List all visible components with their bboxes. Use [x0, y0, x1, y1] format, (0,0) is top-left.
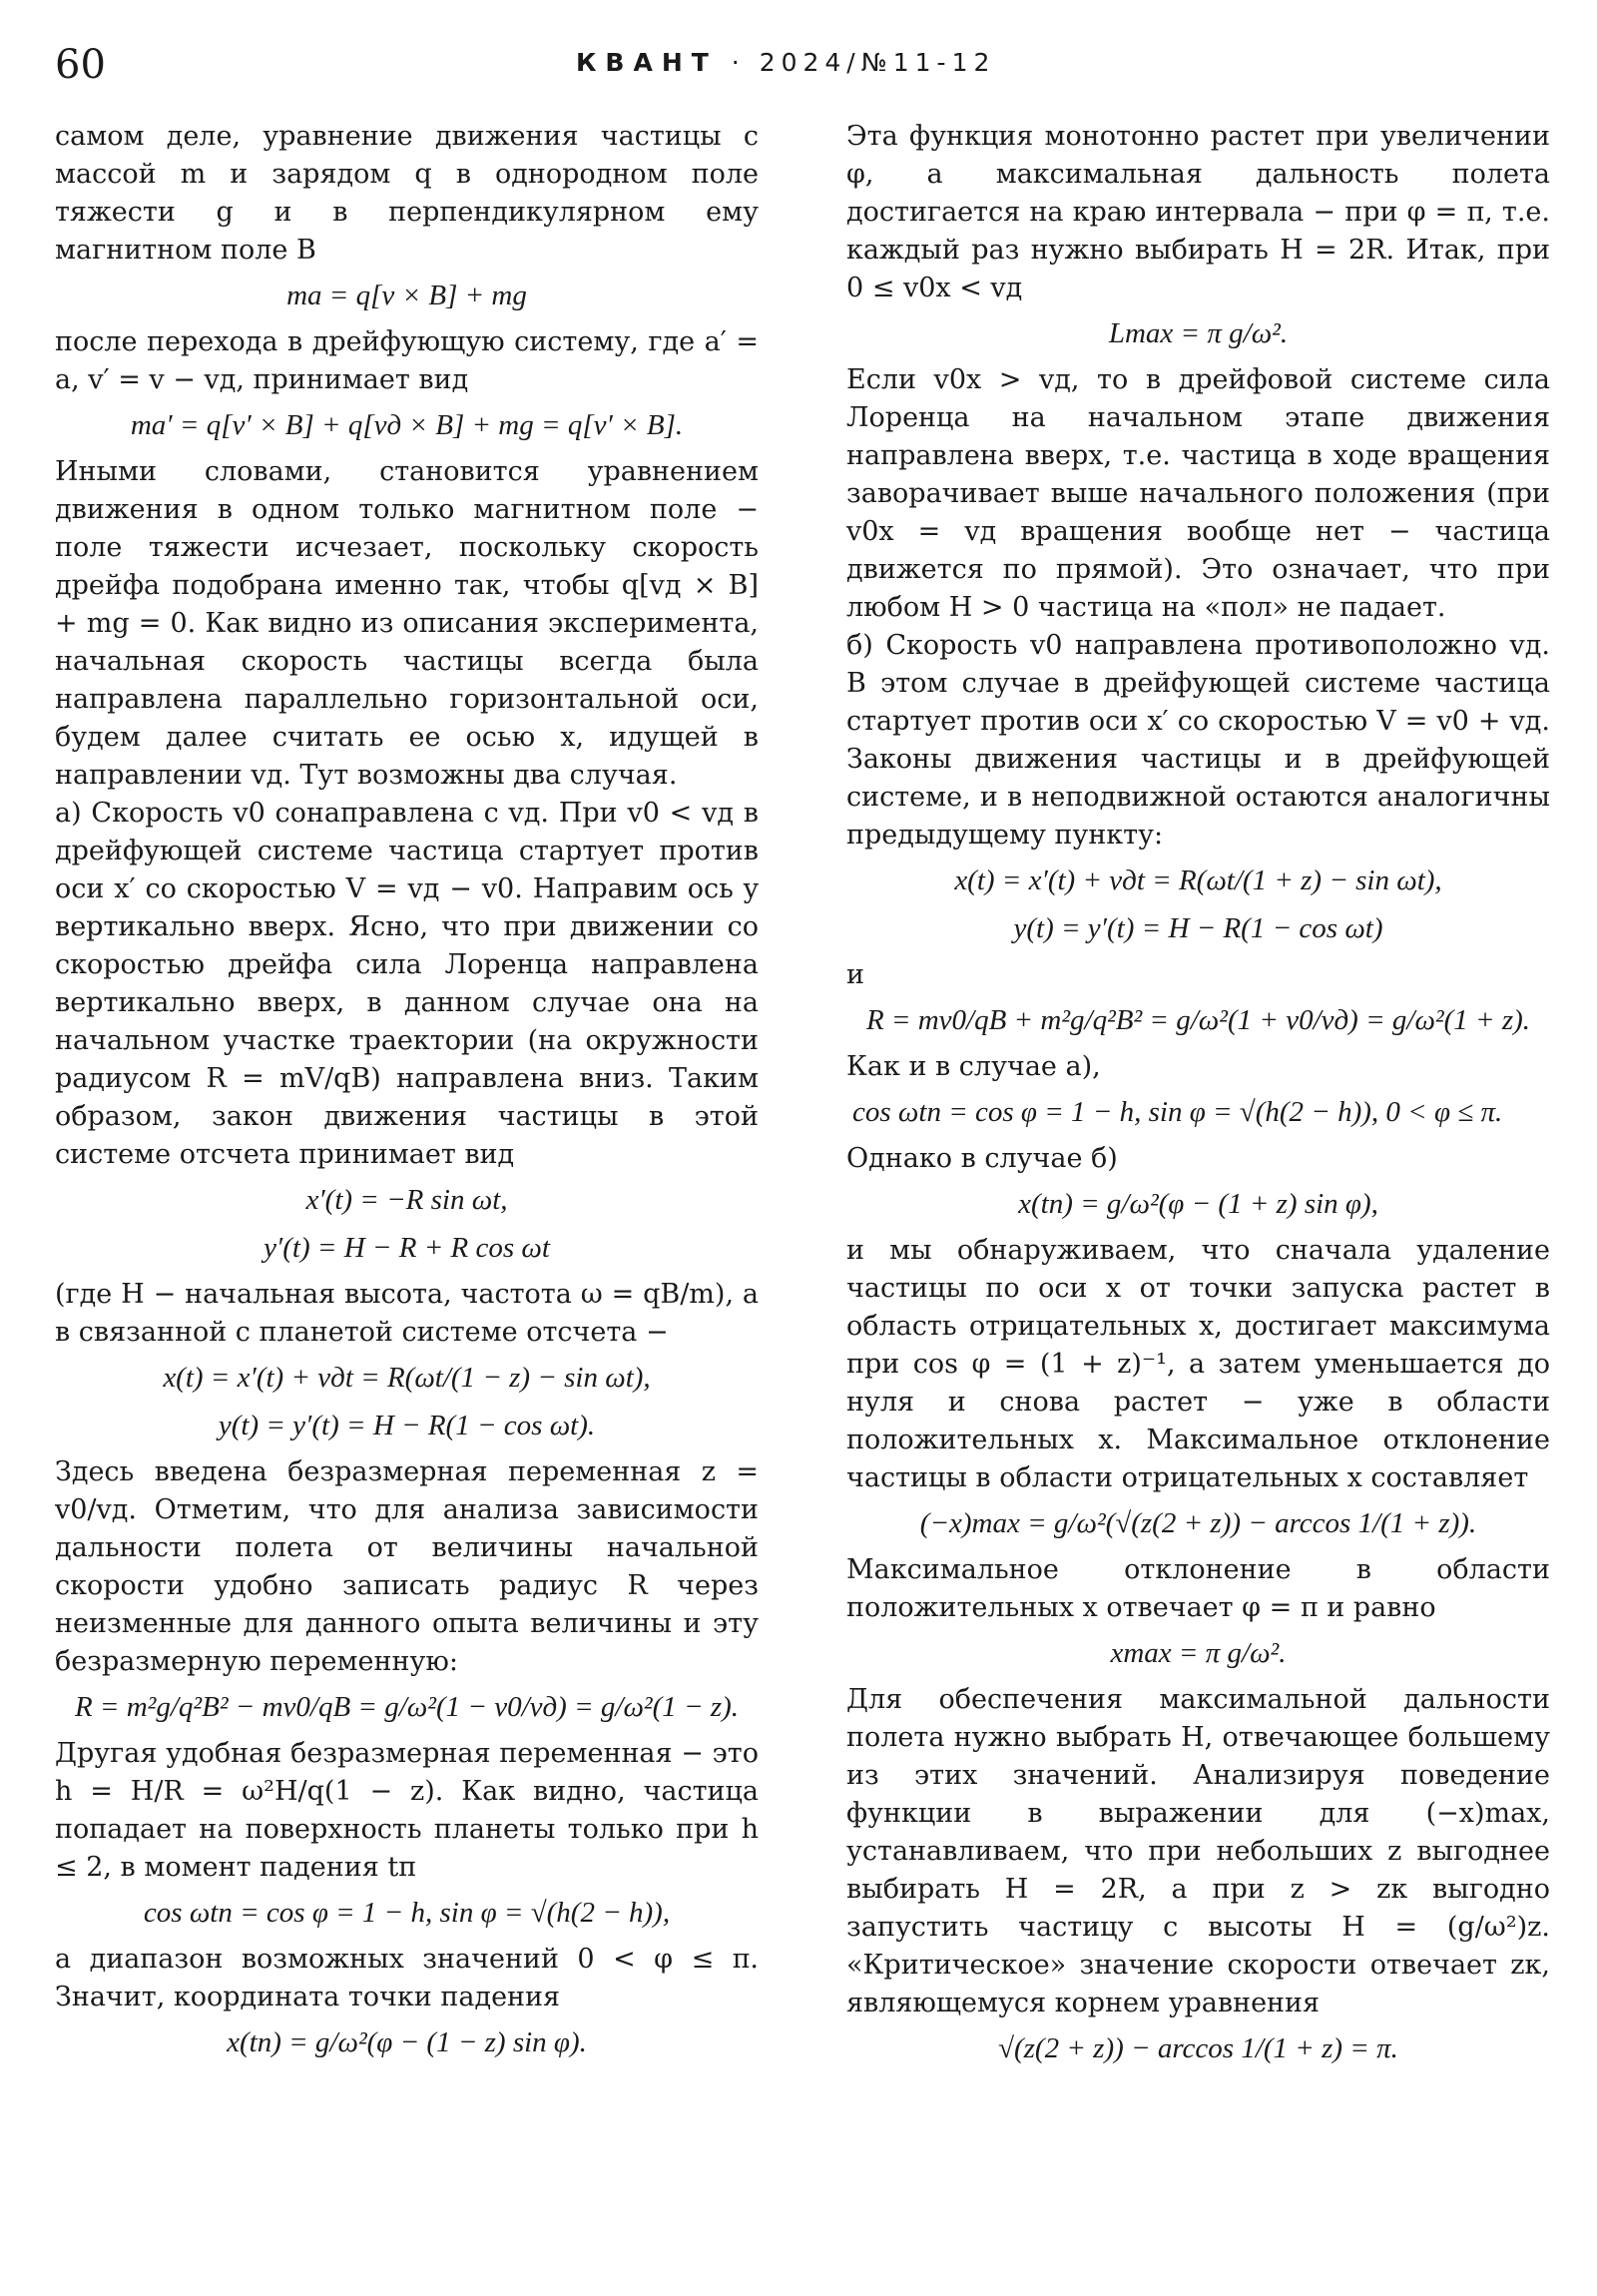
- paragraph: Другая удобная безразмерная переменная − это h = H/R = ω²H/q(1 − z). Как видно, частица попадает на поверхность планеты только при h ≤ 2, в момент падения tп: [55, 1738, 759, 1883]
- equation: x(tп) = g/ω²(φ − (1 − z) sin φ).: [227, 2026, 587, 2058]
- issue-number: 2024/№11-12: [759, 48, 996, 77]
- journal-title: КВАНТ: [576, 48, 718, 77]
- equation: x(tп) = g/ω²(φ − (1 + z) sin φ),: [1018, 1188, 1378, 1220]
- paragraph: б) Скорость v0 направлена противоположно vд. В этом случае в дрейфующей системе частица стартует против оси x′ со скоростью V = v0 + vд. Законы движения частицы и в дрейфующей системе, и в неподвижной остаются аналогичны предыдущему пункту:: [846, 630, 1550, 851]
- left-column: [55, 118, 759, 2070]
- paragraph: Если v0x > vд, то в дрейфовой системе сила Лоренца на начальном этапе движения направлена вверх, т.е. частица в ходе вращения заворачивает выше начального положения (при v0x = vд вращения вообще нет − частица движется по прямой). Это означает, что при любом H > 0 частица на «пол» не падает.: [846, 364, 1550, 623]
- paragraph: Как и в случае а),: [846, 1051, 1101, 1082]
- equation: ma = q[v × B] + mg: [286, 280, 527, 311]
- head-separator: ·: [731, 48, 746, 77]
- paragraph: Максимальное отклонение в области положительных x отвечает φ = π и равно: [846, 1554, 1550, 1623]
- equation: R = mv0/qB + m²g/q²B² = g/ω²(1 + v0/vд) = g/ω²(1 + z).: [865, 1004, 1531, 1036]
- equation: √(z(2 + z)) − arccos 1/(1 + z) = π.: [998, 2032, 1398, 2064]
- equation: x(t) = x′(t) + vдt = R(ωt/(1 − z) − sin ωt),: [163, 1362, 651, 1394]
- equation: cos ωtп = cos φ = 1 − h, sin φ = √(h(2 − h)), 0 < φ ≤ π.: [852, 1096, 1503, 1128]
- paragraph: и мы обнаруживаем, что сначала удаление частицы по оси x от точки запуска растет в область отрицательных x, достигает максимума при cos φ = (1 + z)⁻¹, а затем уменьшается до нуля и снова растет − уже в области положительных x. Максимальное отклонение частицы в области отрицательных x составляет: [846, 1235, 1550, 1493]
- page-number: 60: [55, 42, 106, 88]
- equation: y(t) = y′(t) = H − R(1 − cos ωt).: [218, 1410, 596, 1441]
- paragraph: Для обеспечения максимальной дальности полета нужно выбрать H, отвечающее большему из этих значений. Анализируя поведение функции в выражении для (−x)max, устанавливаем, что при небольших z выгоднее выбирать H = 2R, а при z > zк выгодно запустить частицу с высоты H = (g/ω²)z. «Критическое» значение скорости отвечает zк, являющемуся корнем уравнения: [846, 1684, 1550, 2018]
- equation: xmax = π g/ω².: [1110, 1637, 1287, 1669]
- paragraph: Иными словами, становится уравнением движения в одном только магнитном поле − поле тяжести исчезает, поскольку скорость дрейфа подобрана именно так, чтобы q[vд × B] + mg = 0. Как видно из описания эксперимента, начальная скорость частицы всегда была направлена параллельно горизонтальной оси, будем далее считать ее осью x, идущей в направлении vд. Тут возможны два случая.: [55, 456, 759, 791]
- right-column: [846, 118, 1550, 2076]
- equation: Lmax = π g/ω².: [1108, 317, 1289, 349]
- paragraph: Здесь введена безразмерная переменная z = v0/vд. Отметим, что для анализа зависимости дальности полета от величины начальной скорости удобно записать радиус R через неизменные для данного опыта величины и эту безразмерную переменную:: [55, 1456, 759, 1677]
- equation: ma′ = q[v′ × B] + q[vд × B] + mg = q[v′ × B].: [130, 409, 684, 441]
- paragraph: а) Скорость v0 сонаправлена с vд. При v0 < vд в дрейфующей системе частица стартует против оси x′ со скоростью V = vд − v0. Направим ось y вертикально вверх. Ясно, что при движении со скоростью дрейфа сила Лоренца направлена вертикально вверх, в данном случае она на начальном участке траектории (на окружности радиусом R = mV/qB) направлена вниз. Таким образом, закон движения частицы в этой системе отсчета принимает вид: [55, 798, 759, 1170]
- equation: (−x)max = g/ω²(√(z(2 + z)) − arccos 1/(1 + z)).: [919, 1507, 1477, 1539]
- equation: y(t) = y′(t) = H − R(1 − cos ωt): [1013, 912, 1383, 944]
- equation: R = m²g/q²B² − mv0/qB = g/ω²(1 − v0/vд) = g/ω²(1 − z).: [74, 1691, 740, 1723]
- paragraph: а диапазон возможных значений 0 < φ ≤ π. Значит, координата точки падения: [55, 1944, 759, 2012]
- running-head: [576, 48, 995, 77]
- paragraph: Эта функция монотонно растет при увеличении φ, а максимальная дальность полета достигается на краю интервала − при φ = π, т.е. каждый раз нужно выбирать H = 2R. Итак, при 0 ≤ v0x < vд: [846, 121, 1550, 303]
- equation: cos ωtп = cos φ = 1 − h, sin φ = √(h(2 − h)),: [143, 1897, 671, 1929]
- equation: y′(t) = H − R + R cos ωt: [264, 1232, 550, 1264]
- equation: x′(t) = −R sin ωt,: [305, 1184, 508, 1216]
- paragraph: после перехода в дрейфующую систему, где a′ = a, v′ = v − vд, принимает вид: [55, 326, 759, 395]
- paragraph: Однако в случае б): [846, 1143, 1118, 1174]
- paragraph: и: [846, 959, 864, 990]
- paragraph: самом деле, уравнение движения частицы с массой m и зарядом q в однородном поле тяжести g и в перпендикулярном ему магнитном поле B: [55, 121, 759, 266]
- equation: x(t) = x′(t) + vдt = R(ωt/(1 + z) − sin ωt),: [954, 864, 1442, 896]
- paragraph: (где H − начальная высота, частота ω = qB/m), а в связанной с планетой системе отсчета −: [55, 1279, 759, 1348]
